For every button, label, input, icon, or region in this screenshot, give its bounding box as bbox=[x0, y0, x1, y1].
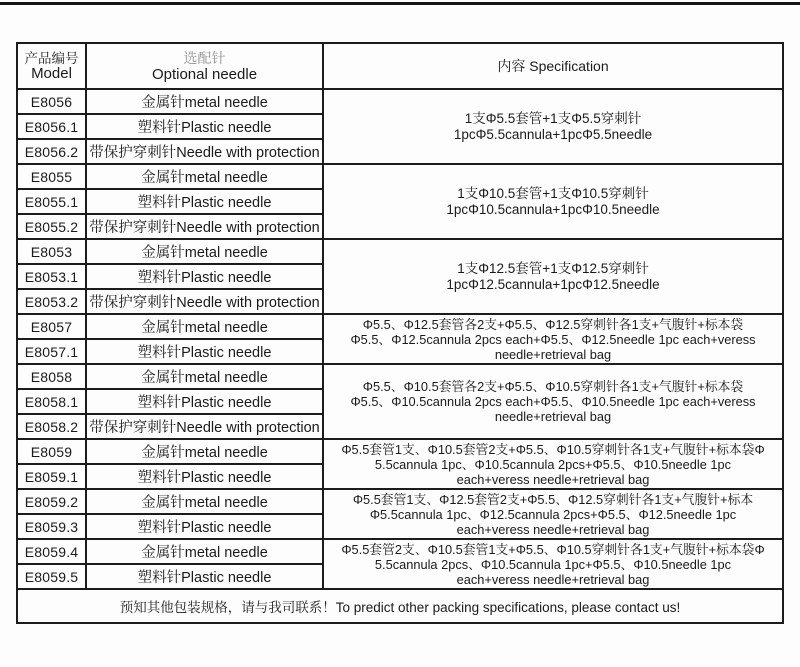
spec-line: Φ5.5套管1支、Φ12.5套管2支+Φ5.5、Φ12.5穿刺针各1支+气腹针+标本 bbox=[352, 491, 754, 507]
model-cell: E8055.1 bbox=[17, 189, 86, 214]
needle-cell: 塑料针Plastic needle bbox=[86, 514, 323, 539]
needle-cell: 金属针metal needle bbox=[86, 364, 323, 389]
spec-cell bbox=[323, 239, 783, 314]
needle-cell: 塑料针Plastic needle bbox=[86, 114, 323, 139]
spec-line: Φ5.5、Φ12.5cannula 2pcs each+Φ5.5、Φ12.5needle 1pc each+veress bbox=[350, 331, 756, 347]
spec-line: each+veress needle+retrieval bag bbox=[456, 521, 650, 537]
footer-note: 预知其他包装规格，请与我司联系！To predict other packing specifications, please contact us! bbox=[17, 589, 783, 623]
spec-cell bbox=[323, 89, 783, 164]
needle-cell: 金属针metal needle bbox=[86, 489, 323, 514]
spec-line: Φ5.5套管2支、Φ10.5套管1支+Φ5.5、Φ10.5穿刺针各1支+气腹针+标本袋Φ bbox=[341, 541, 765, 557]
spec-line: Φ5.5cannula 1pc、Φ12.5cannula 2pcs+Φ5.5、Φ12.5needle 1pc bbox=[369, 506, 737, 522]
table-row bbox=[17, 239, 783, 264]
spec-table-body bbox=[17, 43, 783, 623]
spec-line: needle+retrieval bag bbox=[494, 346, 612, 362]
model-cell: E8059.3 bbox=[17, 514, 86, 539]
model-cell: E8056.1 bbox=[17, 114, 86, 139]
model-cell: E8059 bbox=[17, 439, 86, 464]
model-cell: E8058.2 bbox=[17, 414, 86, 439]
table-row bbox=[17, 164, 783, 189]
model-cell: E8053.2 bbox=[17, 289, 86, 314]
header-needle-en: Optional needle bbox=[151, 65, 258, 83]
model-cell: E8055.2 bbox=[17, 214, 86, 239]
table-footer-row bbox=[17, 589, 783, 623]
table-row bbox=[17, 489, 783, 514]
needle-cell: 带保护穿刺针Needle with protection bbox=[86, 289, 323, 314]
model-cell: E8059.2 bbox=[17, 489, 86, 514]
spec-line: each+veress needle+retrieval bag bbox=[456, 471, 650, 487]
spec-line: Φ5.5、Φ10.5cannula 2pcs each+Φ5.5、Φ10.5needle 1pc each+veress bbox=[350, 394, 756, 409]
model-cell: E8059.5 bbox=[17, 564, 86, 589]
model-cell: E8059.1 bbox=[17, 464, 86, 489]
spec-line: 1pcΦ10.5cannula+1pcΦ10.5needle bbox=[446, 201, 660, 217]
table-row bbox=[17, 364, 783, 389]
header-specification bbox=[323, 43, 783, 89]
table-header-row bbox=[17, 43, 783, 89]
header-model bbox=[17, 43, 86, 89]
spec-cell bbox=[323, 164, 783, 239]
needle-cell: 塑料针Plastic needle bbox=[86, 564, 323, 589]
table-row bbox=[17, 439, 783, 464]
header-model-en: Model bbox=[31, 64, 72, 82]
table-row bbox=[17, 539, 783, 564]
table-row bbox=[17, 314, 783, 339]
spec-line: 5.5cannula 1pc、Φ10.5cannula 2pcs+Φ5.5、Φ10.5needle 1pc bbox=[374, 456, 732, 472]
spec-cell bbox=[323, 439, 783, 489]
model-cell: E8057 bbox=[17, 314, 86, 339]
spec-cell bbox=[323, 314, 783, 364]
model-cell: E8055 bbox=[17, 164, 86, 189]
spec-line: 1支Φ10.5套管+1支Φ10.5穿刺针 bbox=[457, 185, 649, 201]
needle-cell: 金属针metal needle bbox=[86, 164, 323, 189]
table-row bbox=[17, 89, 783, 114]
spec-line: 1支Φ5.5套管+1支Φ5.5穿刺针 bbox=[464, 110, 642, 126]
header-optional-needle bbox=[86, 43, 323, 89]
spec-line: 1支Φ12.5套管+1支Φ12.5穿刺针 bbox=[457, 260, 649, 276]
top-border-line bbox=[0, 2, 800, 5]
model-cell: E8059.4 bbox=[17, 539, 86, 564]
spec-line: 1pcΦ12.5cannula+1pcΦ12.5needle bbox=[446, 276, 660, 292]
spec-line: 5.5cannula 2pcs、Φ10.5cannula 1pc+Φ5.5、Φ10.5needle 1pc bbox=[374, 556, 732, 572]
needle-cell: 金属针metal needle bbox=[86, 239, 323, 264]
header-needle-zh: 选配针 bbox=[183, 49, 226, 66]
specification-document bbox=[16, 42, 784, 624]
header-model-zh: 产品编号 bbox=[24, 50, 79, 66]
needle-cell: 塑料针Plastic needle bbox=[86, 189, 323, 214]
model-cell: E8056 bbox=[17, 89, 86, 114]
spec-line: each+veress needle+retrieval bag bbox=[456, 571, 650, 587]
spec-line: Φ5.5、Φ12.5套管各2支+Φ5.5、Φ12.5穿刺针各1支+气腹针+标本袋 bbox=[362, 316, 744, 332]
spec-cell bbox=[323, 539, 783, 589]
header-spec-label: 内容 Specification bbox=[497, 58, 609, 74]
model-cell: E8058 bbox=[17, 364, 86, 389]
spec-cell bbox=[323, 489, 783, 539]
needle-cell: 塑料针Plastic needle bbox=[86, 339, 323, 364]
needle-cell: 金属针metal needle bbox=[86, 314, 323, 339]
spec-line: Φ5.5套管1支、Φ10.5套管2支+Φ5.5、Φ10.5穿刺针各1支+气腹针+标本袋Φ bbox=[341, 441, 765, 457]
model-cell: E8057.1 bbox=[17, 339, 86, 364]
product-spec-table bbox=[16, 42, 784, 624]
needle-cell: 带保护穿刺针Needle with protection bbox=[86, 214, 323, 239]
spec-line: 1pcΦ5.5cannula+1pcΦ5.5needle bbox=[453, 126, 653, 142]
spec-line: needle+retrieval bag bbox=[494, 409, 612, 424]
model-cell: E8056.2 bbox=[17, 139, 86, 164]
model-cell: E8053.1 bbox=[17, 264, 86, 289]
model-cell: E8058.1 bbox=[17, 389, 86, 414]
needle-cell: 金属针metal needle bbox=[86, 439, 323, 464]
spec-line: Φ5.5、Φ10.5套管各2支+Φ5.5、Φ10.5穿刺针各1支+气腹针+标本袋 bbox=[362, 379, 744, 394]
needle-cell: 塑料针Plastic needle bbox=[86, 264, 323, 289]
spec-cell bbox=[323, 364, 783, 439]
needle-cell: 金属针metal needle bbox=[86, 539, 323, 564]
needle-cell: 带保护穿刺针Needle with protection bbox=[86, 139, 323, 164]
needle-cell: 带保护穿刺针Needle with protection bbox=[86, 414, 323, 439]
needle-cell: 塑料针Plastic needle bbox=[86, 464, 323, 489]
needle-cell: 金属针metal needle bbox=[86, 89, 323, 114]
needle-cell: 塑料针Plastic needle bbox=[86, 389, 323, 414]
model-cell: E8053 bbox=[17, 239, 86, 264]
